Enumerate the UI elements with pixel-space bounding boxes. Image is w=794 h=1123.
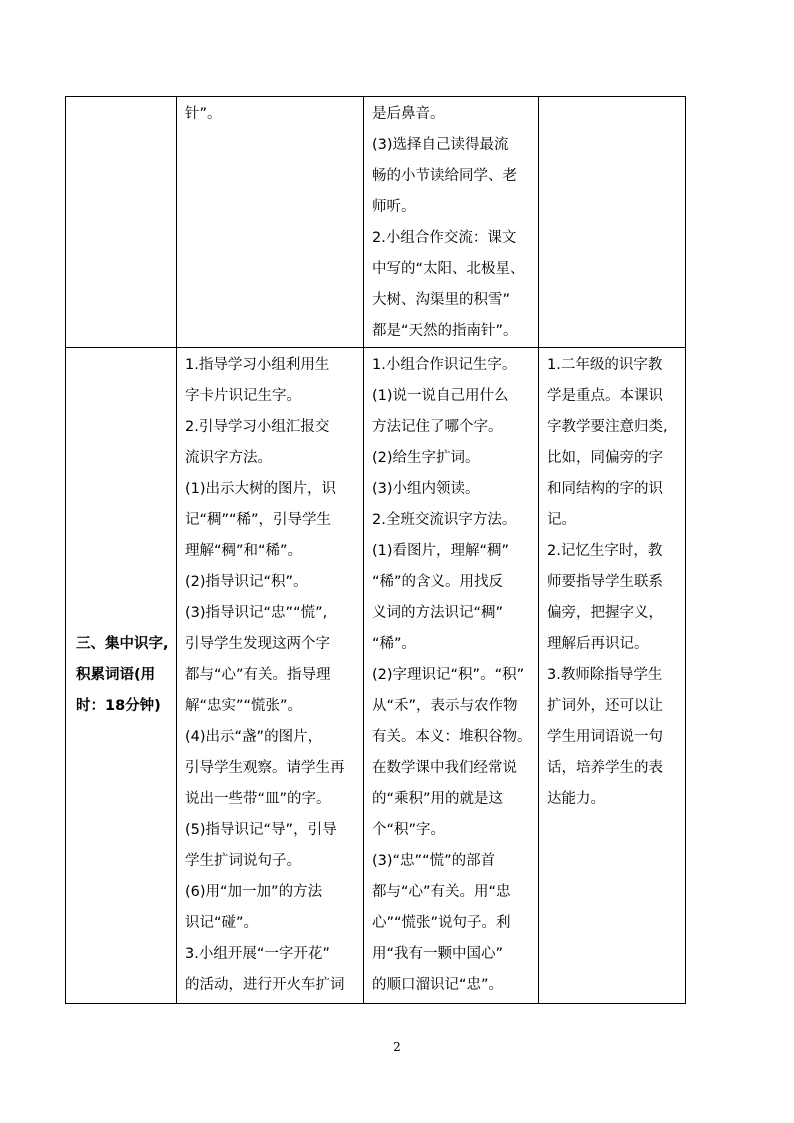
stage-title-line: 积累词语(用 bbox=[76, 667, 156, 683]
text-line: 话，培养学生的表 bbox=[547, 760, 663, 776]
text-line: 3.小组开展“一字开花” bbox=[185, 946, 330, 962]
text-line: 1.二年级的识字教 bbox=[547, 357, 663, 373]
text-line: 都与“心”有关。用“忠 bbox=[372, 884, 511, 900]
text-line: 比如，同偏旁的字 bbox=[547, 450, 663, 466]
text-line: 引导学生观察。请学生再 bbox=[185, 760, 345, 776]
text-line: 从“禾”，表示与农作物 bbox=[372, 698, 518, 714]
text-line: (2)字理识记“积”。“积” bbox=[372, 667, 525, 683]
row1-student-cell bbox=[364, 97, 539, 348]
text-line: 记“稠”“稀”，引导学生 bbox=[185, 512, 332, 528]
text-line: 都是“天然的指南针”。 bbox=[372, 323, 518, 339]
text-line: (3)指导识记“忠”“慌”, bbox=[185, 605, 328, 621]
text-line: (3)选择自己读得最流 bbox=[372, 137, 509, 153]
lesson-plan-table bbox=[65, 96, 686, 1004]
student-activity-cell bbox=[364, 348, 539, 1004]
row1-teacher-cell bbox=[177, 97, 364, 348]
text-line: 和同结构的字的识 bbox=[547, 481, 663, 497]
text-line: 师听。 bbox=[372, 199, 416, 215]
text-line: (3)小组内领读。 bbox=[372, 481, 480, 497]
text-line: 2.小组合作交流：课文 bbox=[372, 230, 517, 246]
text-line: 记。 bbox=[547, 512, 576, 528]
text-line: 扩词外，还可以让 bbox=[547, 698, 663, 714]
text-line: 字教学要注意归类, bbox=[547, 419, 668, 435]
text-line: 中写的“太阳、北极星、 bbox=[372, 261, 525, 277]
text-line: (1)出示大树的图片，识 bbox=[185, 481, 337, 497]
text-line: 学生用词语说一句 bbox=[547, 729, 663, 745]
row1-stage-cell bbox=[66, 97, 177, 348]
text-line: 1.小组合作识记生字。 bbox=[372, 357, 517, 373]
text-line: (3)“忠”“慌”的部首 bbox=[372, 853, 496, 869]
text-line: 是后鼻音。 bbox=[372, 106, 445, 122]
stage-title-line: 时：18分钟) bbox=[76, 698, 161, 714]
text-line: 义词的方法识记“稠” bbox=[372, 605, 504, 621]
design-notes-cell bbox=[539, 348, 686, 1004]
text-line: 理解后再识记。 bbox=[547, 636, 649, 652]
text-line: (5)指导识记“导”，引导 bbox=[185, 822, 337, 838]
text-line: “稀”的含义。用找反 bbox=[372, 574, 504, 590]
text-line: (2)指导识记“积”。 bbox=[185, 574, 308, 590]
text-line: 偏旁，把握字义， bbox=[547, 605, 663, 621]
text-line: 达能力。 bbox=[547, 791, 605, 807]
text-line: 说出一些带“皿”的字。 bbox=[185, 791, 331, 807]
text-line: “稀”。 bbox=[372, 636, 417, 652]
text-line: 2.引导学习小组汇报交 bbox=[185, 419, 330, 435]
text-line: 大树、沟渠里的积雪” bbox=[372, 292, 511, 308]
text-line: 引导学生发现这两个字 bbox=[185, 636, 330, 652]
text-line: 识记“碰”。 bbox=[185, 915, 259, 931]
text-line: 的“乘积”用的就是这 bbox=[372, 791, 504, 807]
text-line: 心”“慌张”说句子。利 bbox=[372, 915, 511, 931]
text-line: 都与“心”有关。指导理 bbox=[185, 667, 331, 683]
text-line: 理解“稠”和“稀”。 bbox=[185, 543, 303, 559]
row1-notes-cell bbox=[539, 97, 686, 348]
stage-title-line: 三、集中识字, bbox=[76, 636, 169, 652]
text-line: (2)给生字扩词。 bbox=[372, 450, 480, 466]
text-line: (1)看图片，理解“稠” bbox=[372, 543, 510, 559]
text-line: 流识字方法。 bbox=[185, 450, 272, 466]
text-line: 解“忠实”“慌张”。 bbox=[185, 698, 303, 714]
text-line: 的顺口溜识记“忠”。 bbox=[372, 977, 504, 993]
text-line: 针”。 bbox=[185, 106, 222, 122]
text-line: 畅的小节读给同学、老 bbox=[372, 168, 517, 184]
text-line: 字卡片识记生字。 bbox=[185, 388, 301, 404]
text-line: 方法记住了哪个字。 bbox=[372, 419, 503, 435]
text-line: 师要指导学生联系 bbox=[547, 574, 663, 590]
teacher-activity-cell bbox=[177, 348, 364, 1004]
text-line: 学是重点。本课识 bbox=[547, 388, 663, 404]
text-line: 2.记忆生字时，教 bbox=[547, 543, 663, 559]
table-row bbox=[66, 97, 686, 348]
text-line: 的活动，进行开火车扩词 bbox=[185, 977, 345, 993]
text-line: 2.全班交流识字方法。 bbox=[372, 512, 517, 528]
text-line: 用“我有一颗中国心” bbox=[372, 946, 504, 962]
stage-title-cell bbox=[66, 348, 177, 1004]
page-number: 2 bbox=[393, 1040, 401, 1054]
text-line: 有关。本义：堆积谷物。 bbox=[372, 729, 532, 745]
text-line: 3.教师除指导学生 bbox=[547, 667, 663, 683]
text-line: (1)说一说自己用什么 bbox=[372, 388, 509, 404]
text-line: 个“积”字。 bbox=[372, 822, 446, 838]
text-line: 在数学课中我们经常说 bbox=[372, 760, 517, 776]
text-line: (6)用“加一加”的方法 bbox=[185, 884, 323, 900]
text-line: (4)出示“盏”的图片， bbox=[185, 729, 323, 745]
text-line: 1.指导学习小组利用生 bbox=[185, 357, 330, 373]
text-line: 学生扩词说句子。 bbox=[185, 853, 301, 869]
table-row bbox=[66, 348, 686, 1004]
